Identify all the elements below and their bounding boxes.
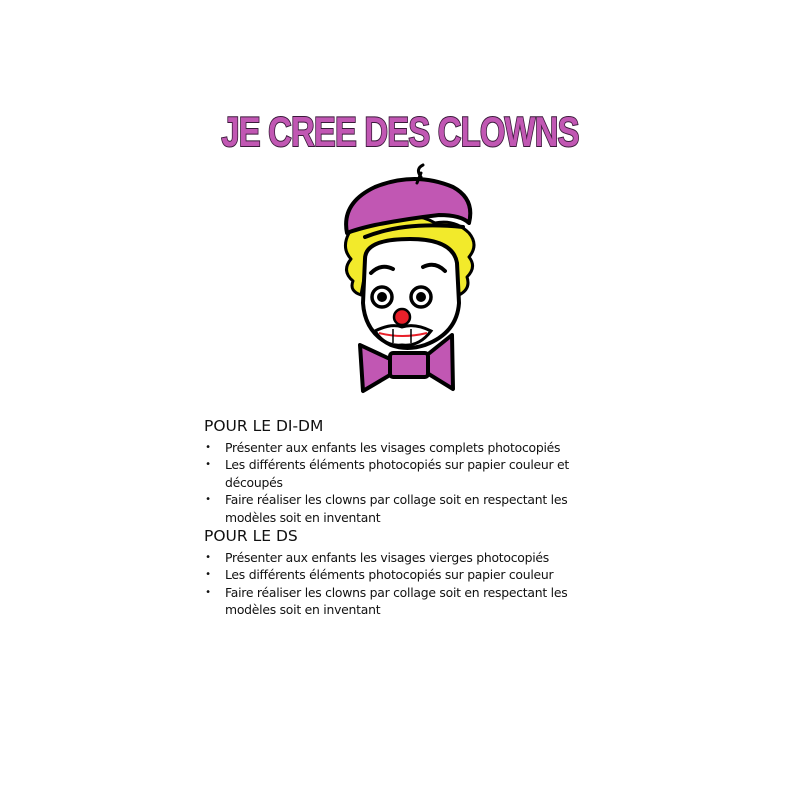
list-item-text: Faire réaliser les clowns par collage soit en respectant les modèles soit en inventant <box>225 492 568 525</box>
bullet-icon: • <box>205 459 211 471</box>
clown-hat <box>346 165 470 237</box>
section-heading: POUR LE DI-DM <box>204 417 324 435</box>
bullet-icon: • <box>205 586 211 598</box>
section-di-dm <box>204 417 604 526</box>
list-item-text: Faire réaliser les clowns par collage soit en respectant les modèles soit en inventant <box>225 584 568 618</box>
bullet-icon: • <box>205 552 211 564</box>
list-item <box>204 491 604 526</box>
list-item-text: Présenter aux enfants les visages vierges photocopiés <box>225 550 549 566</box>
list-item <box>204 456 604 491</box>
page-title: JE CREE DES CLOWNS <box>221 108 579 155</box>
bullet-icon: • <box>205 442 211 453</box>
list-item <box>204 584 604 619</box>
section-heading: POUR LE DS <box>204 527 298 546</box>
list-item-text: Présenter aux enfants les visages complets photocopiés <box>225 440 561 455</box>
instructions <box>204 417 604 620</box>
list-item-text: Les différents éléments photocopiés sur papier couleur et découpés <box>225 457 570 490</box>
bullet-icon: • <box>205 494 211 506</box>
list-item <box>204 566 604 583</box>
bullet-icon: • <box>205 569 211 581</box>
list-item <box>204 439 604 456</box>
list-item <box>204 549 604 566</box>
instruction-list <box>204 439 604 526</box>
instruction-list <box>204 549 604 619</box>
clown-face-icon <box>335 163 485 403</box>
section-ds <box>204 527 604 619</box>
clown-face <box>363 239 459 348</box>
list-item-text: Les différents éléments photocopiés sur papier couleur <box>225 567 554 583</box>
